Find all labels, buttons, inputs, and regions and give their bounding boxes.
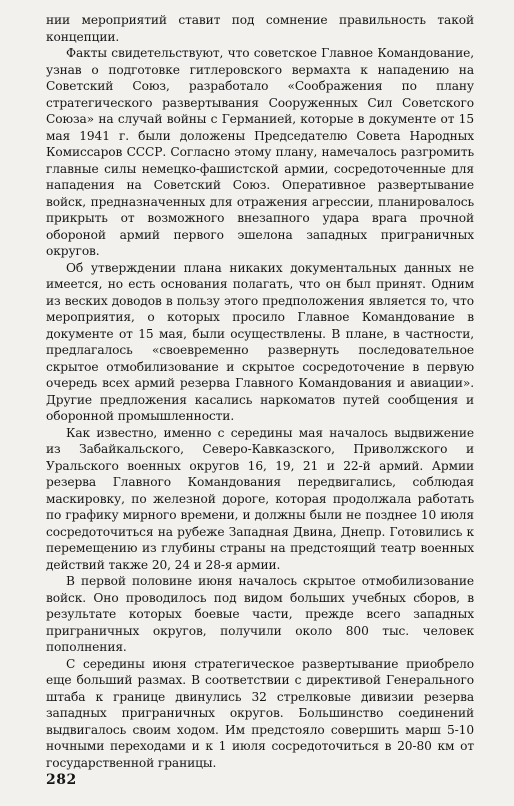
page-number: 282 bbox=[46, 772, 77, 788]
paragraph-plan-approval: Об утверждении плана никаких документальных данных не имеется, но есть основания полагать, что он был принят. Одним из веских доводов в пользу этого предположения является то, что мероприятия, о которых просило Главное Командование в документе от 15 мая, были осуществлены. В плане, в частности, предлагалось «своевременно развернуть последовательное скрытое отмобилизование и скрытое сосредоточение в первую очередь всех армий резерва Главного Командования и авиации». Другие предложения касались наркоматов путей сообщения и оборонной промышленности. bbox=[46, 260, 474, 423]
paragraph-armies-advance: Как известно, именно с середины мая началось выдвижение из Забайкальского, Северо-Кавказского, Приволжского и Уральского военных округов 16, 19, 21 и 22-й армий. Армии резерва Главного Командования передвигались, соблюдая маскировку, по железной дороге, которая продолжала работать по графику мирного времени, и должны были не позднее 10 июля сосредоточиться на рубеже Западная Двина, Днепр. Готовились к перемещению из глубины страны на предстоящий театр военных действий также 20, 24 и 28-я армии. bbox=[46, 425, 474, 572]
paragraph-high-command-plan: Факты свидетельствуют, что советское Главное Командование, узнав о подготовке гитлеровского вермахта к нападению на Советский Союз, разработало «Соображения по плану стратегического развертывания Сооруженных Сил Советского Союза» на случай войны с Германией, которые в документе от 15 мая 1941 г. были доложены Председателю Совета Народных Комиссаров СССР. Согласно этому плану, намечалось разгромить главные силы немецко-фашистской армии, сосредоточенные для нападения на Советский Союз. Оперативное развертывание войск, предназначенных для отражения агрессии, планировалось прикрыть от возможного внезапного удара врага прочной обороной армий первого эшелона западных приграничных округов. bbox=[46, 46, 474, 258]
paragraph-deployment: С середины июня стратегическое развертывание приобрело еще больший размах. В соответствии с директивой Генерального штаба к границе двинулись 32 стрелковые дивизии резерва западных приграничных округов. Большинство соединений выдвигалось своим ходом. Им предстояло совершить марш 5-10 ночными переходами и к 1 июля сосредоточиться в 20-80 км от государственной границы. bbox=[46, 656, 474, 770]
paragraph-mobilization: В первой половине июня началось скрытое отмобилизование войск. Оно проводилось под видом больших учебных сборов, в результате которых боевые части, прежде всего западных приграничных округов, получили около 800 тыс. человек пополнения. bbox=[46, 574, 474, 654]
paragraph-continued: нии мероприятий ставит под сомнение правильность такой концепции. bbox=[46, 13, 474, 44]
